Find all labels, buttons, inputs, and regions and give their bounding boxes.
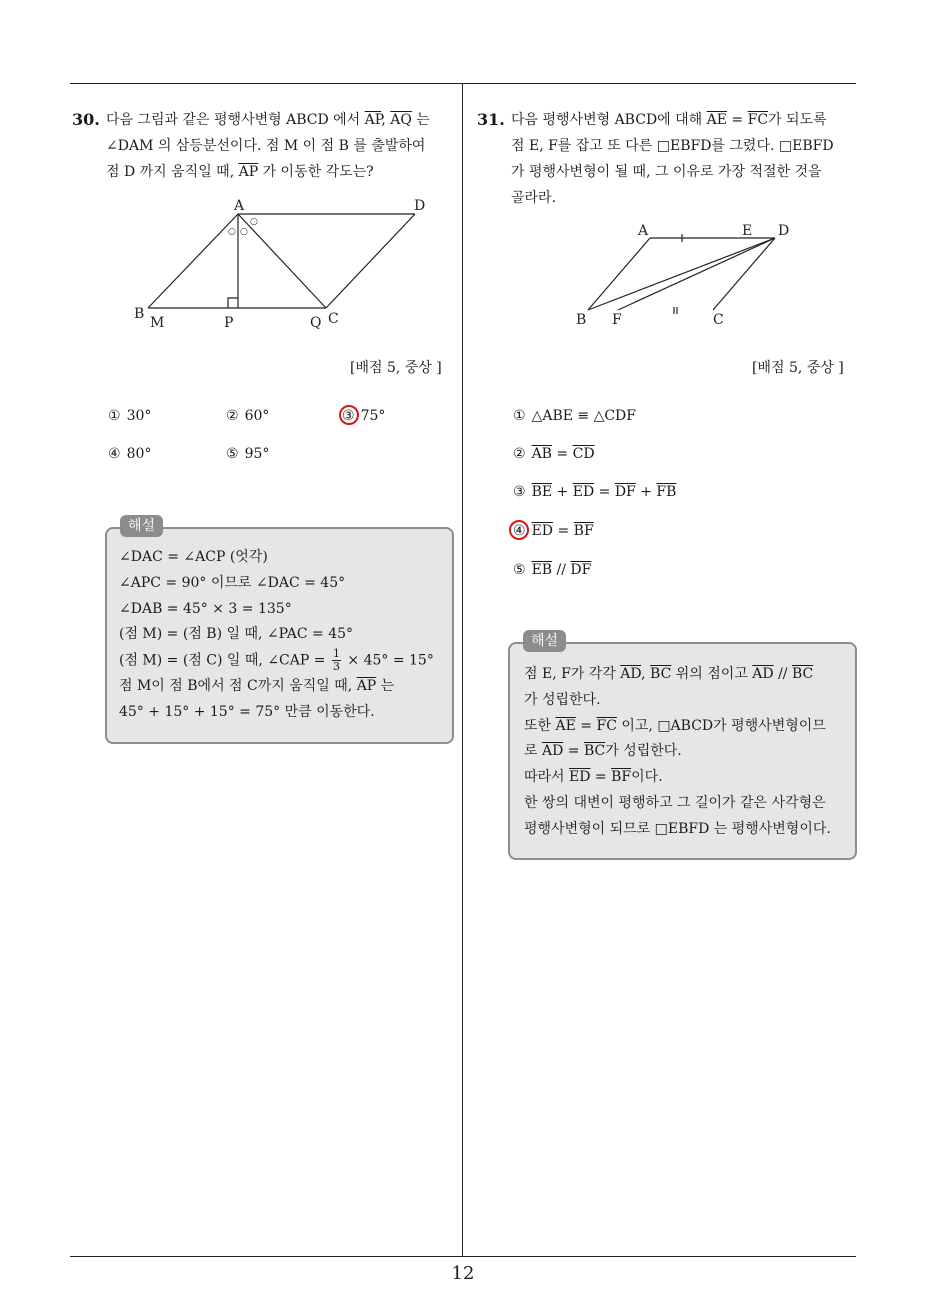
top-rule xyxy=(70,83,856,84)
solution-tag: 해설 xyxy=(120,515,163,537)
label-E: E xyxy=(742,223,753,239)
choice-1[interactable]: ① △ABE ≡ △CDF xyxy=(513,408,636,424)
choice-2[interactable]: ② 60° xyxy=(226,408,270,424)
choice-4[interactable]: ④ 80° xyxy=(108,446,152,462)
choice-3[interactable]: ③ 75° xyxy=(342,408,386,424)
choice-2[interactable]: ② $\overline{AB} = \overline{CD}$ xyxy=(513,446,595,462)
question-number: 31. xyxy=(477,110,505,129)
label-M: M xyxy=(150,315,165,331)
label-C: C xyxy=(328,311,339,327)
label-F: F xyxy=(612,312,622,328)
answer-circle-mark xyxy=(339,405,359,425)
parallelogram-diagram-30 xyxy=(120,190,440,340)
label-D: D xyxy=(414,198,426,214)
answer-circle-mark xyxy=(509,520,529,540)
question-text: 다음 평행사변형 ABCD에 대해 $\overline{AE} = \overline{FC}$가 되도록 점 E, F를 잡고 또 다른 □EBFD를 그렸다. □EBFD 가 평행사변형이 될 때, 그 이유로 가장 적절한 것을 골라라. xyxy=(511,112,834,206)
choice-3[interactable]: ③ $\overline{BE} + \overline{ED} = \overline{DF} + \overline{FB}$ xyxy=(513,484,677,500)
solution-box-30: ∠DAC = ∠ACP (엇각) ∠APC = 90° 이므로 ∠DAC = 45° ∠DAB = 45° × 3 = 135° (점 M) = (점 B) 일 때, ∠PAC = 45° (점 M) = (점 C) 일 때, ∠CAP = $\frac{1}{3}$ × 45° = 15° 점 M이 점 B에서 점 C까지 움직일 때, $\overline{AP}$ 는 45° + 15° + 15° = 75° 만큼 이동한다. xyxy=(105,527,454,744)
question-text: 다음 그림과 같은 평행사변형 ABCD 에서 $\overline{AP}$, $\overline{AQ}$ 는 ∠DAM 의 삼등분선이다. 점 M 이 점 B 를 출발하여 점 D 까지 움직일 때, $\overline{AP}$ 가 이동한 각도는? xyxy=(106,112,430,180)
svg-text:○: ○ xyxy=(228,227,236,237)
solution-box-31: 점 E, F가 각각 $\overline{AD}$, $\overline{BC}$ 위의 점이고 $\overline{AD} // \overline{BC}$ 가 성립한다. 또한 $\overline{AE} = \overline{FC}$ 이고, □ABCD가 평행사변형이므 로 $\overline{AD} = \overline{BC}$가 성립한다. 따라서 $\overline{ED} = \overline{BF}$이다. 한 쌍의 대변이 평행하고 그 길이가 같은 사각형은 평행사변형이 되므로 □EBFD 는 평행사변형이다. xyxy=(508,642,857,860)
score-label: [배점 5, 중상 ] xyxy=(350,360,442,376)
label-D: D xyxy=(778,223,790,239)
label-B: B xyxy=(576,312,587,328)
choice-4[interactable]: ④ $\overline{ED} = \overline{BF}$ xyxy=(513,523,594,539)
svg-text:○: ○ xyxy=(240,227,248,237)
question-number: 30. xyxy=(72,110,100,129)
score-label: [배점 5, 중상 ] xyxy=(752,360,844,376)
page-number: 12 xyxy=(451,1263,475,1284)
label-C: C xyxy=(713,312,724,328)
label-B: B xyxy=(134,306,145,322)
choice-1[interactable]: ① 30° xyxy=(108,408,152,424)
label-A: A xyxy=(234,198,245,214)
choice-5[interactable]: ⑤ 95° xyxy=(226,446,270,462)
label-Q: Q xyxy=(310,315,322,331)
fraction: $\frac{1}{3}$ xyxy=(332,647,340,674)
label-P: P xyxy=(224,315,234,331)
solution-tag: 해설 xyxy=(523,630,566,652)
bottom-rule xyxy=(70,1256,856,1257)
label-A: A xyxy=(638,223,649,239)
svg-text:○: ○ xyxy=(250,217,258,227)
choice-5[interactable]: ⑤ $\overline{EB} // \overline{DF}$ xyxy=(513,562,592,578)
parallelogram-diagram-31 xyxy=(570,218,810,333)
column-divider xyxy=(462,83,463,1257)
question-31 xyxy=(477,107,861,211)
question-30 xyxy=(72,107,460,185)
